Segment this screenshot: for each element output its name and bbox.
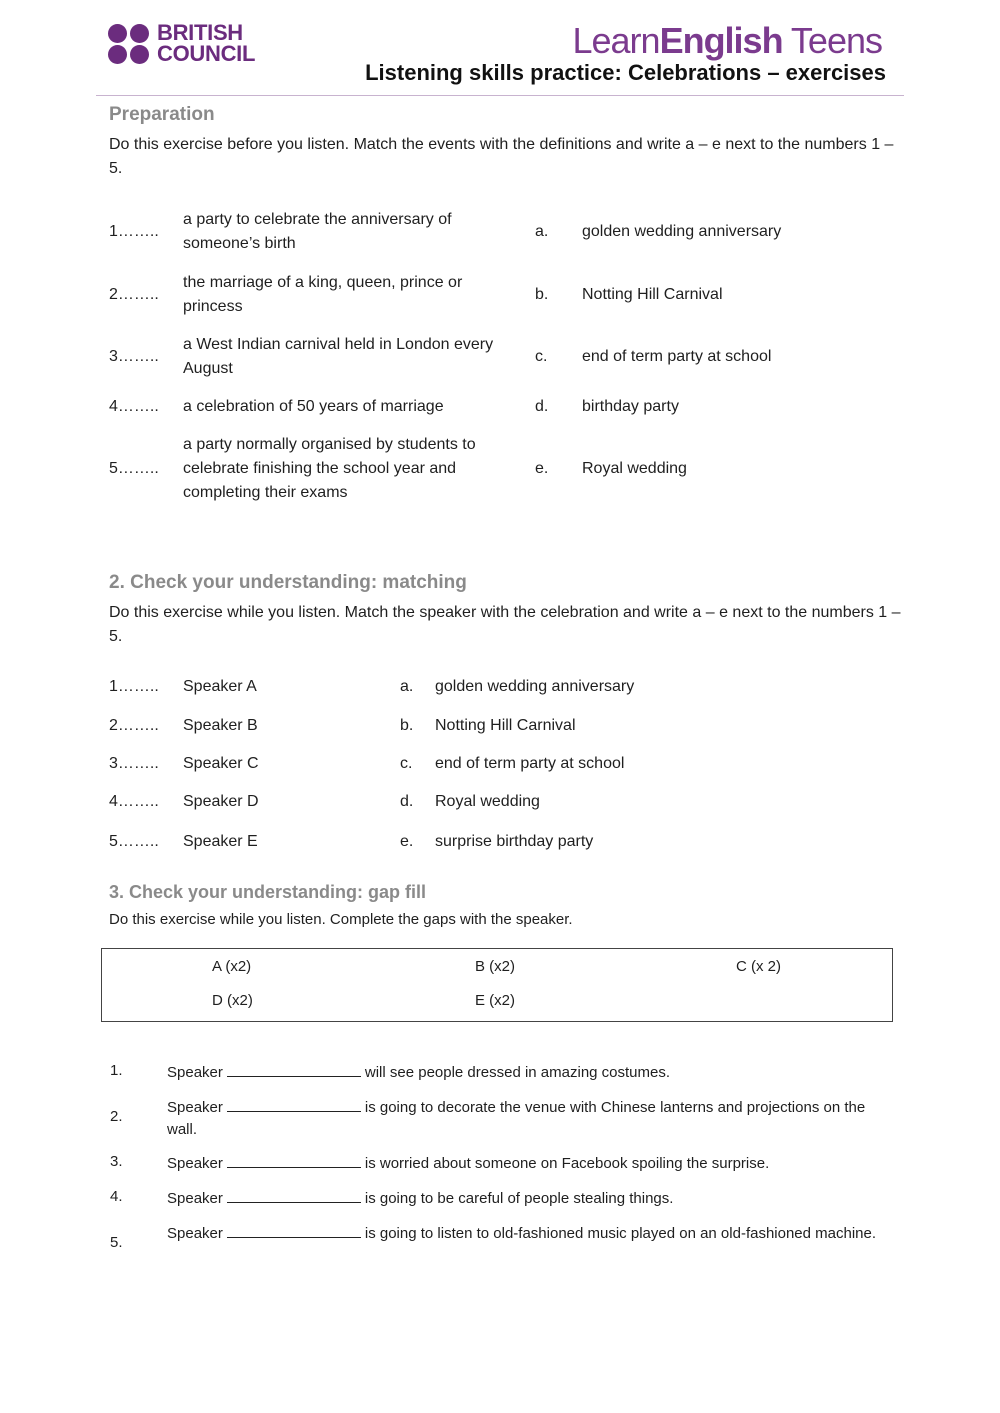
brand-wordmark xyxy=(572,20,882,62)
gapfill-lead: Speaker xyxy=(167,1064,223,1081)
prep-row-definition: a West Indian carnival held in London every August xyxy=(183,336,494,377)
matching-row-speaker: Speaker C xyxy=(183,755,259,772)
gapfill-number: 5. xyxy=(110,1234,123,1251)
gapfill-sentence xyxy=(167,1097,887,1141)
matching-row-number: 4…….. xyxy=(109,793,159,810)
gapfill-sentence xyxy=(167,1153,887,1175)
prep-row xyxy=(0,271,1000,323)
gapfill-lead: Speaker xyxy=(167,1225,223,1242)
matching-row-answer: end of term party at school xyxy=(435,755,625,772)
prep-row-number: 3…….. xyxy=(109,348,159,365)
prep-row-answer: birthday party xyxy=(582,398,679,415)
matching-row-letter: a. xyxy=(400,678,414,695)
matching-row-number: 2…….. xyxy=(109,717,159,734)
prep-row-number: 2…….. xyxy=(109,286,159,303)
gapfill-lead: Speaker xyxy=(167,1155,223,1172)
prep-instruction: Do this exercise before you listen. Match the events with the definitions and write a – e next to the numbers 1 – 5. xyxy=(109,136,894,177)
prep-row-answer: end of term party at school xyxy=(582,348,772,365)
gapfill-blank[interactable] xyxy=(227,1062,361,1077)
prep-row-letter: e. xyxy=(535,460,549,477)
matching-row-answer: golden wedding anniversary xyxy=(435,678,635,695)
gapfill-number: 1. xyxy=(110,1062,123,1079)
gapfill-sentence xyxy=(167,1223,887,1245)
matching-row-answer: Royal wedding xyxy=(435,793,540,810)
prep-row-definition: a celebration of 50 years of marriage xyxy=(183,398,444,415)
gapfill-title: 3. Check your understanding: gap fill xyxy=(109,882,427,902)
gapfill-sentence xyxy=(167,1188,887,1210)
matching-row-number: 5…….. xyxy=(109,833,159,850)
prep-row xyxy=(0,208,1000,260)
org-name-line2: COUNCIL xyxy=(157,41,256,66)
matching-instruction: Do this exercise while you listen. Match the speaker with the celebration and write a – e next to the numbers 1 – 5. xyxy=(109,604,901,645)
brand-teens: Teens xyxy=(782,20,882,61)
matching-row-letter: d. xyxy=(400,793,414,810)
gapfill-sentence xyxy=(167,1062,887,1084)
prep-row-definition: a party to celebrate the anniversary of someone’s birth xyxy=(183,211,452,252)
brand-english: English xyxy=(659,20,783,61)
word-box-item: C (x 2) xyxy=(736,958,781,975)
gapfill-lead: Speaker xyxy=(167,1099,223,1116)
matching-row-letter: c. xyxy=(400,755,413,772)
prep-row xyxy=(0,433,1000,509)
prep-row-letter: a. xyxy=(535,223,549,240)
british-council-logo-icon xyxy=(108,24,152,64)
prep-row-definition: the marriage of a king, queen, prince or princess xyxy=(183,274,463,315)
prep-row-letter: d. xyxy=(535,398,549,415)
gapfill-blank[interactable] xyxy=(227,1153,361,1168)
word-box-item: D (x2) xyxy=(212,992,253,1009)
gapfill-number: 4. xyxy=(110,1188,123,1205)
matching-row-number: 3…….. xyxy=(109,755,159,772)
prep-row-number: 1…….. xyxy=(109,223,159,240)
gapfill-rest: is going to listen to old-fashioned music played on an old-fashioned machine. xyxy=(364,1225,877,1242)
org-name-line1: BRITISH xyxy=(157,20,243,45)
brand-learn: Learn xyxy=(572,20,660,61)
word-box-item: B (x2) xyxy=(475,958,516,975)
prep-row-answer: Notting Hill Carnival xyxy=(582,286,723,303)
prep-row-number: 4…….. xyxy=(109,398,159,415)
gapfill-lead: Speaker xyxy=(167,1190,223,1207)
prep-row-letter: c. xyxy=(535,348,548,365)
gapfill-blank[interactable] xyxy=(227,1097,361,1112)
prep-row-answer: golden wedding anniversary xyxy=(582,223,782,240)
matching-row-speaker: Speaker A xyxy=(183,678,257,695)
gapfill-blank[interactable] xyxy=(227,1223,361,1238)
gapfill-blank[interactable] xyxy=(227,1188,361,1203)
gapfill-number: 2. xyxy=(110,1108,123,1125)
prep-row xyxy=(0,333,1000,385)
prep-row-letter: b. xyxy=(535,286,549,303)
matching-row-letter: b. xyxy=(400,717,414,734)
matching-row-number: 1…….. xyxy=(109,678,159,695)
gapfill-instruction: Do this exercise while you listen. Complete the gaps with the speaker. xyxy=(109,911,573,928)
document-title: Listening skills practice: Celebrations – exercises xyxy=(365,60,886,85)
header-divider xyxy=(96,95,904,96)
matching-row-answer: Notting Hill Carnival xyxy=(435,717,576,734)
prep-row-number: 5…….. xyxy=(109,460,159,477)
word-box-item: A (x2) xyxy=(212,958,252,975)
matching-row-letter: e. xyxy=(400,833,414,850)
prep-row xyxy=(0,395,1000,421)
prep-row-answer: Royal wedding xyxy=(582,460,687,477)
gapfill-rest: will see people dressed in amazing costumes. xyxy=(364,1064,671,1081)
gapfill-rest: is going to decorate the venue with Chinese lanterns and projections on the wall. xyxy=(167,1099,866,1138)
org-name xyxy=(157,22,255,64)
matching-row-answer: surprise birthday party xyxy=(435,833,594,850)
gapfill-number: 3. xyxy=(110,1153,123,1170)
matching-row-speaker: Speaker B xyxy=(183,717,258,734)
matching-row-speaker: Speaker E xyxy=(183,833,258,850)
word-box xyxy=(101,948,893,1022)
matching-row-speaker: Speaker D xyxy=(183,793,259,810)
matching-title: 2. Check your understanding: matching xyxy=(109,572,467,593)
gapfill-rest: is going to be careful of people stealing things. xyxy=(364,1190,674,1207)
gapfill-rest: is worried about someone on Facebook spoiling the surprise. xyxy=(364,1155,770,1172)
prep-row-definition: a party normally organised by students to celebrate finishing the school year and completing their exams xyxy=(183,436,476,501)
word-box-item: E (x2) xyxy=(475,992,516,1009)
prep-title: Preparation xyxy=(109,104,215,125)
